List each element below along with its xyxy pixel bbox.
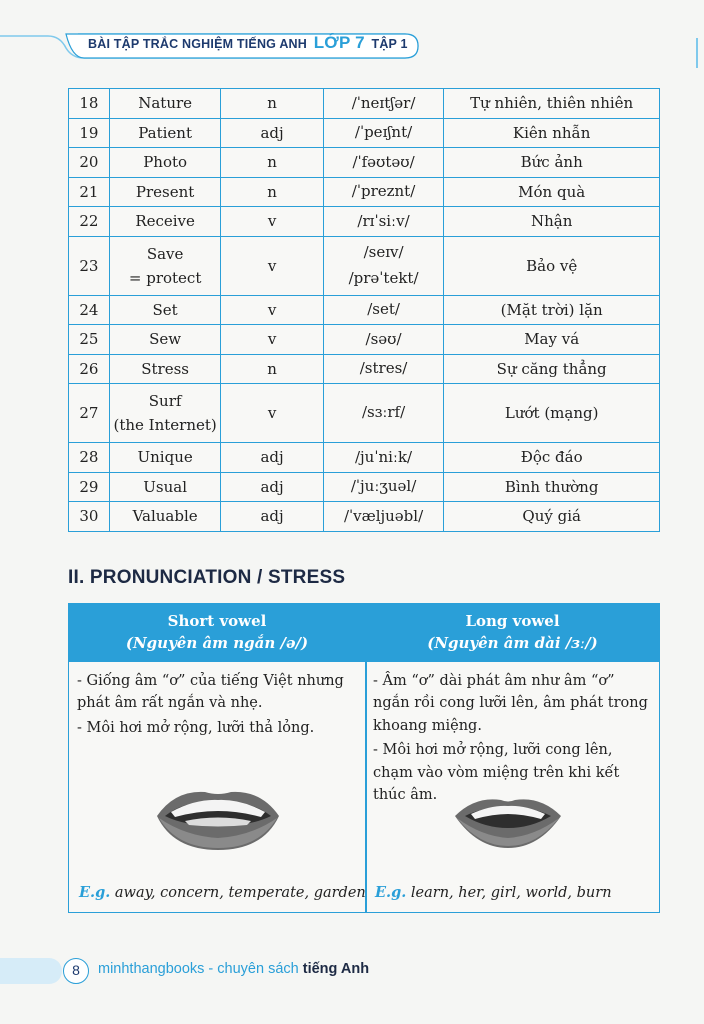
row-meaning	[444, 148, 660, 178]
row-part-of-speech-text: v	[267, 300, 277, 319]
row-meaning-text: Sự căng thẳng	[496, 359, 607, 378]
row-pronunciation-text: /stres/	[359, 359, 408, 377]
row-meaning	[444, 472, 660, 502]
row-meaning-text: Bức ảnh	[520, 153, 583, 172]
page-number: 8	[63, 958, 89, 984]
row-part-of-speech-text: n	[267, 94, 277, 113]
row-number	[69, 472, 110, 502]
row-pronunciation	[323, 236, 444, 295]
long-vowel-subtitle: (Nguyên âm dài /ɜː/)	[427, 633, 598, 652]
short-vowel-eg-label: E.g.	[79, 884, 111, 901]
row-number-text: 24	[79, 300, 99, 319]
row-number-text: 28	[79, 448, 99, 467]
row-pronunciation	[323, 325, 444, 355]
row-part-of-speech	[221, 354, 323, 384]
row-meaning-text: (Mặt trời) lặn	[500, 300, 603, 319]
row-word	[109, 89, 221, 119]
row-part-of-speech-text: v	[267, 212, 277, 231]
row-word	[109, 472, 221, 502]
row-part-of-speech-text: v	[267, 330, 277, 349]
row-word-text: Usual	[143, 477, 187, 496]
footer-brand	[98, 961, 369, 977]
long-vowel-title: Long vowel	[465, 612, 560, 630]
row-pronunciation-text: /sɜːrf/	[361, 403, 406, 422]
row-meaning-text: Nhận	[530, 212, 573, 231]
row-word-text: Sew	[149, 330, 182, 349]
row-meaning	[444, 354, 660, 384]
row-word-text: Set	[152, 300, 178, 319]
row-part-of-speech	[221, 502, 323, 532]
short-vowel-description	[77, 670, 361, 741]
short-vowel-point: - Môi hơi mở rộng, lưỡi thả lỏng.	[77, 719, 315, 736]
row-word-text: Patient	[138, 123, 192, 142]
row-meaning-text: Bình thường	[504, 477, 599, 496]
row-pronunciation-text: /ˈpeɪʃnt/	[354, 123, 413, 141]
row-meaning-text: Quý giá	[522, 507, 581, 526]
vocab-table	[68, 88, 660, 532]
row-part-of-speech-text: adj	[260, 507, 284, 526]
short-vowel-examples	[79, 884, 366, 901]
table-row	[69, 443, 660, 473]
row-pronunciation	[323, 207, 444, 237]
vowel-comparison-box	[68, 603, 660, 913]
vocab-table-body	[69, 89, 660, 532]
row-part-of-speech-text: v	[267, 256, 277, 275]
table-row	[69, 236, 660, 295]
row-pronunciation-text: /juˈniːk/	[354, 447, 413, 466]
row-number	[69, 384, 110, 443]
row-word	[109, 236, 221, 295]
row-word	[109, 207, 221, 237]
row-word-text: (the Internet)	[113, 416, 217, 434]
row-word	[109, 443, 221, 473]
header-title-prefix: BÀI TẬP TRẮC NGHIỆM TIẾNG ANH	[88, 37, 307, 51]
row-number-text: 23	[79, 256, 99, 275]
row-word-text: = protect	[128, 268, 202, 287]
row-meaning	[444, 325, 660, 355]
row-pronunciation-text: /ˈjuːʒuəl/	[350, 477, 417, 495]
row-word	[109, 384, 221, 443]
row-part-of-speech-text: adj	[260, 448, 284, 467]
row-number-text: 20	[79, 153, 99, 172]
header-volume: TẬP 1	[371, 37, 408, 51]
footer-brand-text: minhthangbooks - chuyên sách	[98, 961, 299, 977]
row-number-text: 27	[79, 404, 99, 422]
row-word-text: Valuable	[132, 507, 198, 526]
row-word-text: Save	[146, 244, 184, 263]
short-vowel-header	[69, 604, 365, 662]
short-vowel-mouth-illustration	[155, 786, 281, 852]
row-word-text: Unique	[137, 448, 193, 467]
table-row	[69, 502, 660, 532]
row-word	[109, 325, 221, 355]
long-vowel-examples-text: learn, her, girl, world, burn	[410, 885, 612, 901]
long-vowel-examples	[375, 884, 612, 901]
row-part-of-speech	[221, 118, 323, 148]
row-number-text: 25	[79, 330, 99, 349]
row-number-text: 29	[79, 477, 99, 496]
footer-brand-bold: tiếng Anh	[302, 961, 370, 977]
table-row	[69, 89, 660, 119]
row-part-of-speech	[221, 325, 323, 355]
row-part-of-speech	[221, 384, 323, 443]
row-meaning	[444, 384, 660, 443]
row-meaning	[444, 207, 660, 237]
row-meaning	[444, 177, 660, 207]
short-vowel-title: Short vowel	[167, 612, 267, 630]
row-pronunciation-text: /ˈneɪtʃər/	[351, 93, 416, 112]
row-word-text: Nature	[138, 94, 193, 113]
table-row	[69, 177, 660, 207]
row-number	[69, 354, 110, 384]
long-vowel-point: - Môi hơi mở rộng, lưỡi cong lên, chạm vào vòm miệng trên khi kết thúc âm.	[373, 742, 620, 804]
row-pronunciation-text: /rɪˈsiːv/	[357, 211, 410, 230]
row-pronunciation	[323, 384, 444, 443]
row-number	[69, 177, 110, 207]
table-row	[69, 118, 660, 148]
long-vowel-eg-label: E.g.	[375, 884, 407, 901]
long-vowel-point: - Âm “ơ” dài phát âm như âm “ơ” ngắn rồi cong lưỡi lên, âm phát trong khoang miệng.	[373, 673, 648, 734]
row-word	[109, 118, 221, 148]
row-part-of-speech-text: n	[267, 359, 277, 378]
row-part-of-speech	[221, 295, 323, 325]
row-meaning	[444, 118, 660, 148]
row-pronunciation	[323, 89, 444, 119]
table-row	[69, 148, 660, 178]
row-pronunciation	[323, 354, 444, 384]
row-word-text: Photo	[143, 153, 188, 172]
row-part-of-speech-text: v	[267, 404, 277, 422]
row-meaning-text: Kiên nhẫn	[512, 123, 591, 142]
row-meaning	[444, 236, 660, 295]
row-number	[69, 295, 110, 325]
row-word	[109, 177, 221, 207]
row-part-of-speech	[221, 443, 323, 473]
row-word	[109, 354, 221, 384]
footer-band	[0, 958, 62, 984]
row-pronunciation	[323, 177, 444, 207]
row-meaning-text: Lướt (mạng)	[504, 404, 599, 422]
row-part-of-speech-text: n	[267, 182, 277, 201]
row-number	[69, 118, 110, 148]
row-number	[69, 207, 110, 237]
row-word-text: Stress	[141, 359, 189, 378]
table-row	[69, 384, 660, 443]
row-meaning-text: Tự nhiên, thiên nhiên	[470, 94, 634, 113]
row-number	[69, 89, 110, 119]
row-meaning-text: May vá	[524, 330, 580, 349]
row-part-of-speech	[221, 472, 323, 502]
short-vowel-point: - Giống âm “ơ” của tiếng Việt nhưng phát âm rất ngắn và nhẹ.	[77, 673, 344, 712]
section-title: II. PRONUNCIATION / STRESS	[68, 567, 346, 588]
row-part-of-speech-text: adj	[260, 477, 284, 496]
corner-decoration	[696, 38, 704, 68]
table-row	[69, 207, 660, 237]
table-row	[69, 472, 660, 502]
row-pronunciation	[323, 148, 444, 178]
row-part-of-speech	[221, 207, 323, 237]
row-word-text: Present	[135, 182, 195, 201]
row-meaning	[444, 443, 660, 473]
row-number-text: 22	[79, 212, 99, 231]
row-meaning-text: Món quà	[518, 182, 586, 201]
short-vowel-subtitle: (Nguyên âm ngắn /ə/)	[125, 633, 309, 652]
row-number	[69, 502, 110, 532]
row-word	[109, 295, 221, 325]
row-word-text: Surf	[148, 392, 182, 410]
row-part-of-speech	[221, 148, 323, 178]
row-part-of-speech	[221, 236, 323, 295]
row-number-text: 19	[79, 123, 99, 142]
row-number-text: 26	[79, 359, 99, 378]
row-meaning	[444, 89, 660, 119]
long-vowel-description	[373, 670, 655, 809]
row-pronunciation-text: /səʊ/	[365, 329, 402, 348]
row-pronunciation-text: /ˈfəʊtəʊ/	[352, 152, 415, 171]
header-title	[88, 33, 408, 53]
table-row	[69, 295, 660, 325]
long-vowel-header	[366, 604, 659, 662]
row-number-text: 30	[79, 507, 99, 526]
row-part-of-speech-text: n	[267, 153, 277, 172]
row-number	[69, 148, 110, 178]
row-pronunciation-text: /ˈvæljuəbl/	[343, 506, 424, 525]
row-number	[69, 443, 110, 473]
row-part-of-speech-text: adj	[260, 123, 284, 142]
row-part-of-speech	[221, 177, 323, 207]
long-vowel-mouth-illustration	[453, 794, 563, 850]
row-part-of-speech	[221, 89, 323, 119]
row-meaning	[444, 295, 660, 325]
table-row	[69, 354, 660, 384]
row-word-text: Receive	[135, 212, 195, 231]
short-vowel-examples-text: away, concern, temperate, garden	[114, 885, 366, 901]
row-pronunciation-text: /prəˈtekt/	[348, 268, 419, 287]
row-pronunciation-text: /set/	[367, 300, 400, 318]
row-pronunciation	[323, 443, 444, 473]
row-number	[69, 325, 110, 355]
row-meaning	[444, 502, 660, 532]
row-pronunciation	[323, 118, 444, 148]
row-number-text: 18	[79, 94, 99, 113]
row-word	[109, 148, 221, 178]
row-pronunciation-text: /ˈpreznt/	[351, 182, 416, 200]
row-meaning-text: Độc đáo	[520, 448, 583, 467]
column-divider	[365, 604, 367, 912]
row-pronunciation-text: /seɪv/	[363, 243, 404, 261]
row-number	[69, 236, 110, 295]
row-number-text: 21	[79, 182, 99, 201]
row-pronunciation	[323, 472, 444, 502]
row-word	[109, 502, 221, 532]
row-meaning-text: Bảo vệ	[526, 256, 578, 275]
row-pronunciation	[323, 502, 444, 532]
table-row	[69, 325, 660, 355]
row-pronunciation	[323, 295, 444, 325]
header-grade: LỚP 7	[313, 33, 365, 52]
